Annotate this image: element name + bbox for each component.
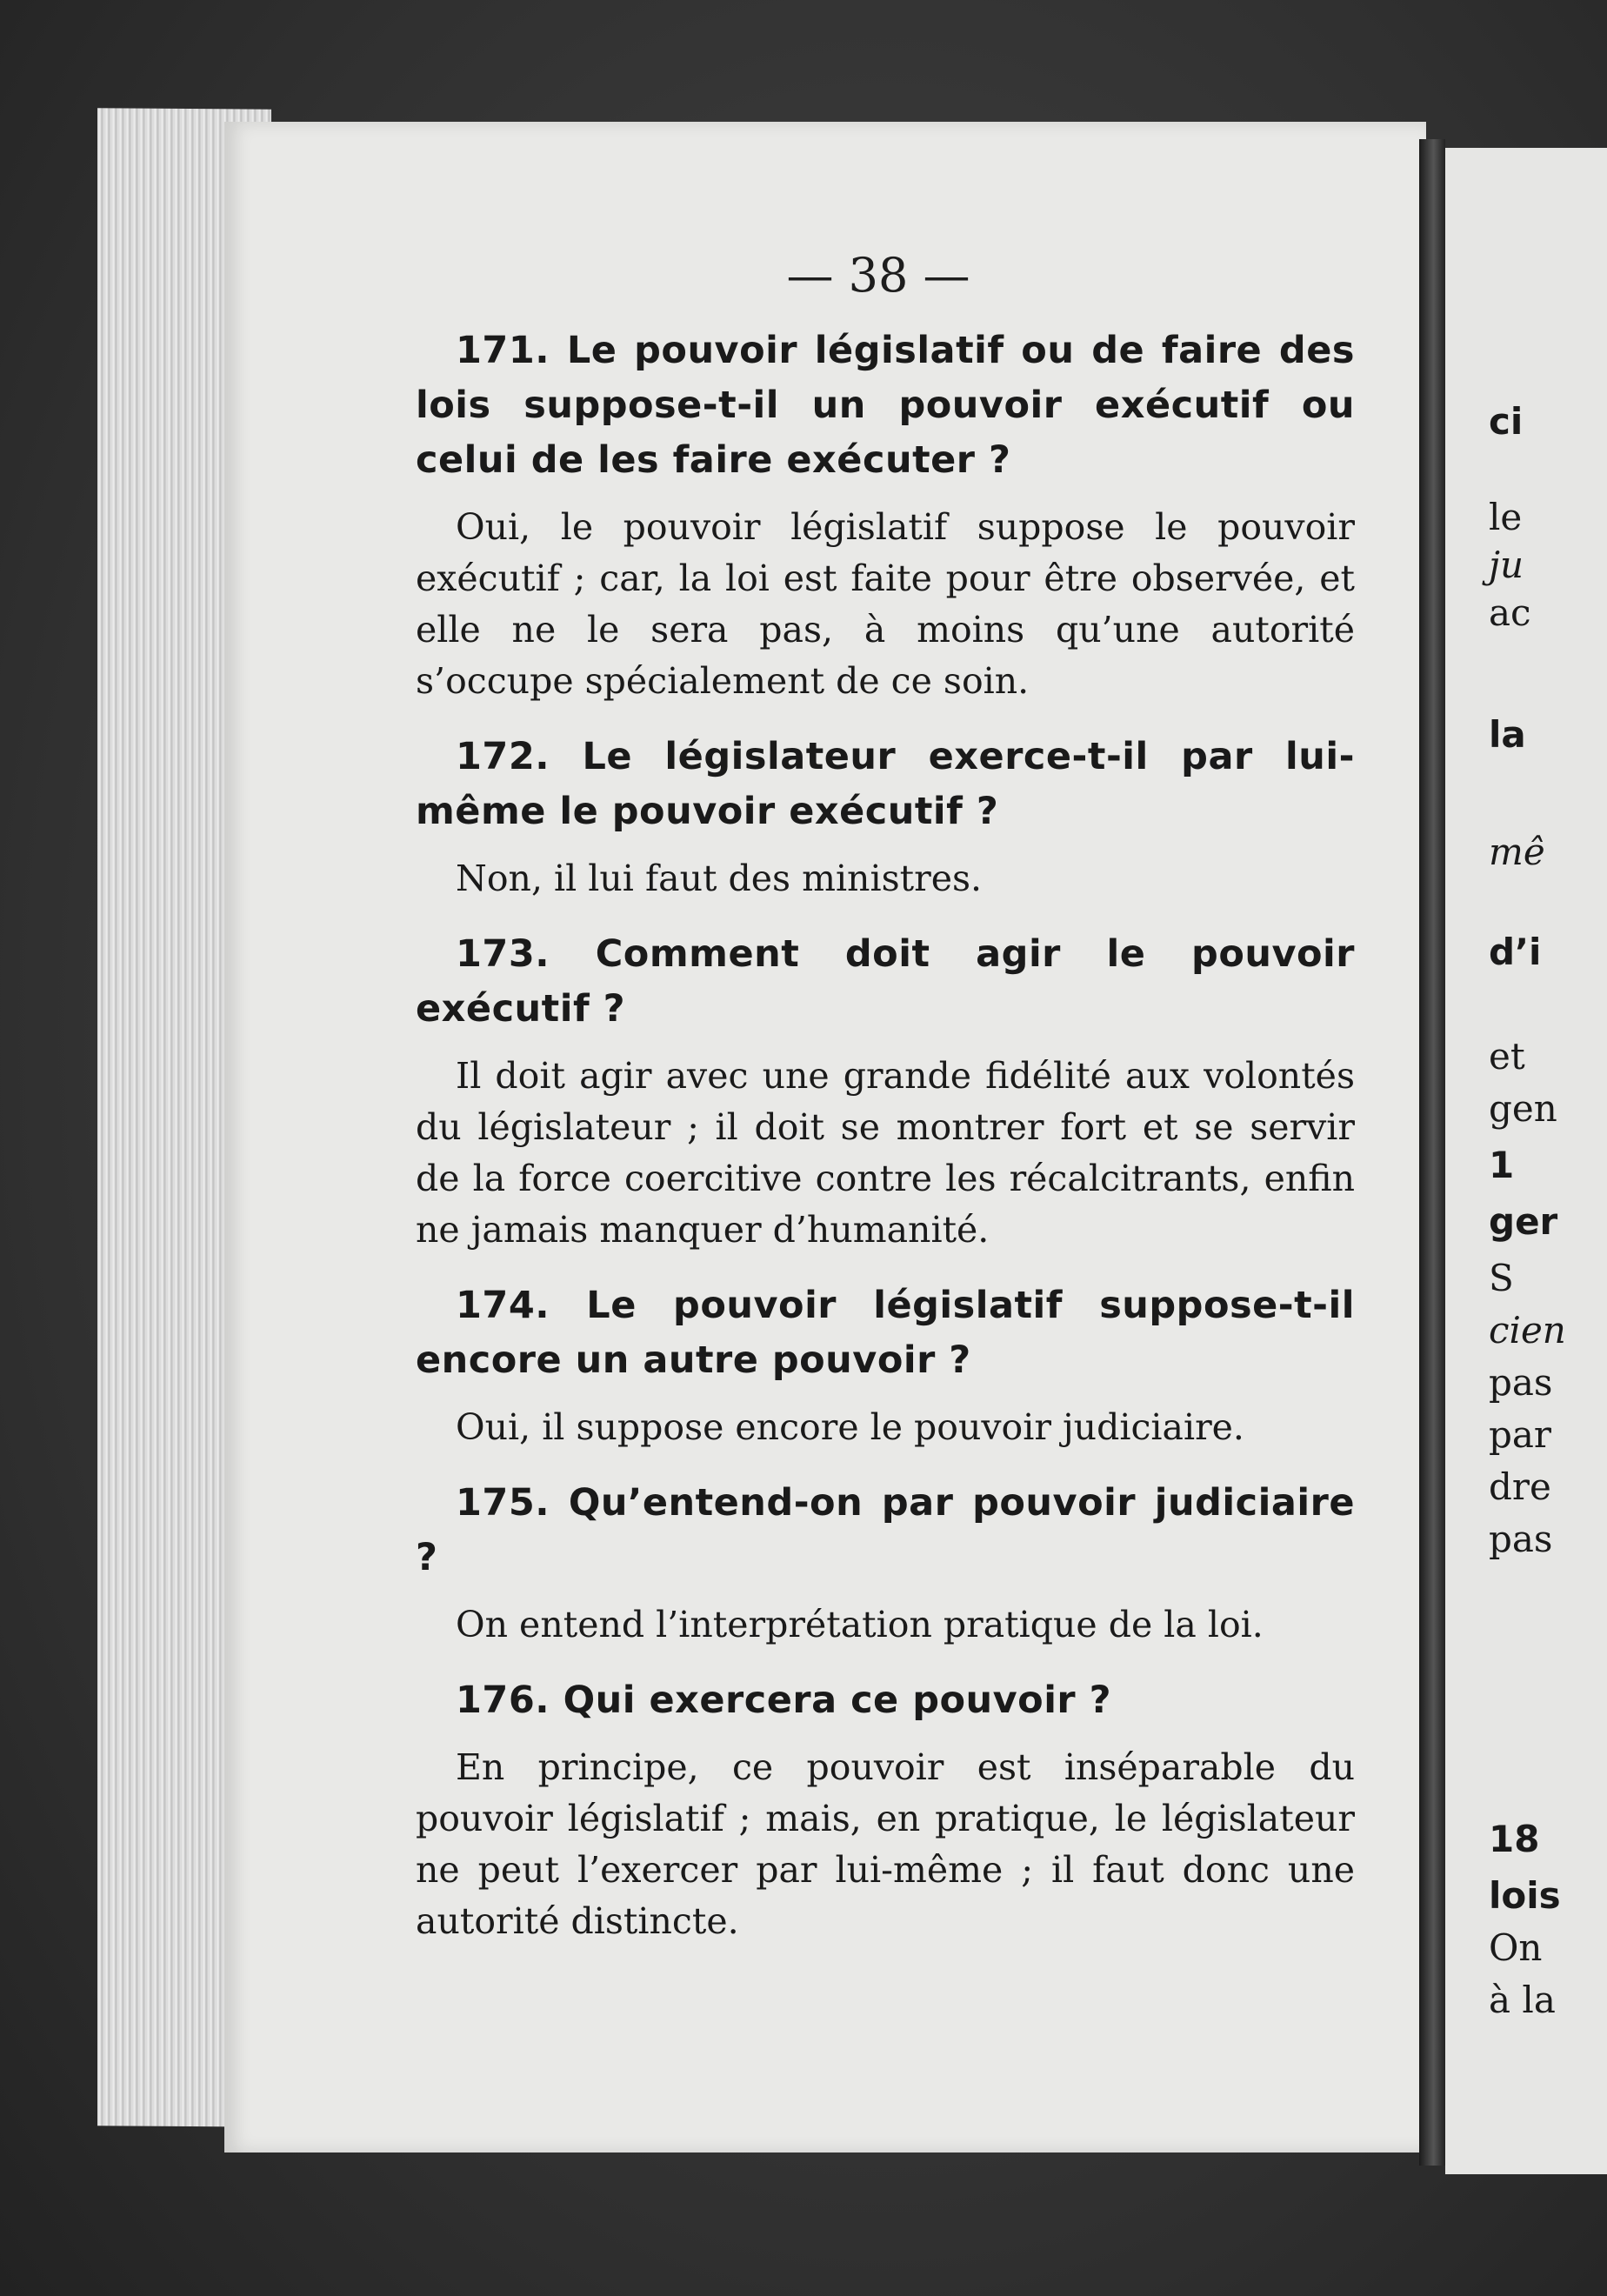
answer: Oui, le pouvoir législatif suppose le pouvoir exécutif ; car, la loi est faite pour être observée, et elle ne le sera pas, à moins qu’une autorité s’occupe spécialement de ce soin. bbox=[416, 506, 1355, 702]
right-fragment: 18 bbox=[1489, 1818, 1540, 1860]
right-fragment: le bbox=[1489, 496, 1523, 538]
right-fragment: ger bbox=[1489, 1200, 1558, 1243]
right-fragment: d’i bbox=[1489, 931, 1542, 973]
question-text: Le pouvoir législatif suppose-t-il encore un autre pouvoir ? bbox=[416, 1284, 1355, 1382]
right-fragment: gen bbox=[1489, 1087, 1557, 1130]
question bbox=[416, 1673, 1355, 1728]
question-number: 176. bbox=[456, 1679, 550, 1722]
question-number: 171. bbox=[456, 329, 550, 372]
entry-173 bbox=[416, 927, 1355, 1256]
text-column bbox=[416, 324, 1355, 1970]
right-fragment: à la bbox=[1489, 1979, 1556, 2021]
book-gutter bbox=[1419, 139, 1445, 2166]
entry-171 bbox=[416, 324, 1355, 707]
entry-172 bbox=[416, 730, 1355, 904]
right-fragment: cien bbox=[1489, 1309, 1566, 1352]
answer: Oui, il suppose encore le pouvoir judiciaire. bbox=[456, 1406, 1244, 1448]
answer: On entend l’interprétation pratique de la loi. bbox=[456, 1604, 1264, 1645]
question bbox=[416, 730, 1355, 839]
question-number: 174. bbox=[456, 1284, 550, 1327]
right-fragment: la bbox=[1489, 713, 1526, 756]
right-fragment: 1 bbox=[1489, 1144, 1515, 1186]
question-text: Comment doit agir le pouvoir exécutif ? bbox=[416, 932, 1355, 1031]
answer: Il doit agir avec une grande fidélité aux volontés du législateur ; il doit se montrer fort et se servir de la force coercitive contre les récalcitrants, enfin ne jamais manquer d’humanité. bbox=[416, 1055, 1355, 1251]
right-fragment: et bbox=[1489, 1035, 1525, 1078]
right-fragment: S bbox=[1489, 1257, 1514, 1299]
question-text: Le pouvoir législatif ou de faire des lois suppose-t-il un pouvoir exécutif ou celui de les faire exécuter ? bbox=[416, 329, 1355, 482]
question-number: 175. bbox=[456, 1481, 550, 1525]
question-text: Le législateur exerce-t-il par lui-même le pouvoir exécutif ? bbox=[416, 735, 1355, 833]
question-text: Qui exercera ce pouvoir ? bbox=[563, 1679, 1112, 1722]
entry-174 bbox=[416, 1278, 1355, 1453]
right-fragment: pas bbox=[1489, 1361, 1553, 1404]
answer: Non, il lui faut des ministres. bbox=[456, 858, 983, 899]
entry-176 bbox=[416, 1673, 1355, 1947]
answer: En principe, ce pouvoir est inséparable du pouvoir législatif ; mais, en pratique, le législateur ne peut l’exercer par lui-même ; il faut donc une autorité distincte. bbox=[416, 1746, 1355, 1942]
entry-175 bbox=[416, 1476, 1355, 1651]
question bbox=[416, 324, 1355, 488]
right-fragment: mê bbox=[1489, 831, 1545, 873]
right-fragment: ju bbox=[1489, 544, 1524, 586]
page-number: — 38 — bbox=[786, 248, 970, 303]
right-fragment: par bbox=[1489, 1413, 1552, 1456]
right-page bbox=[1445, 148, 1607, 2174]
right-fragment: pas bbox=[1489, 1518, 1553, 1560]
right-fragment: ac bbox=[1489, 591, 1531, 634]
right-fragment: On bbox=[1489, 1926, 1543, 1969]
question bbox=[416, 1476, 1355, 1585]
question-number: 173. bbox=[456, 932, 550, 976]
question-number: 172. bbox=[456, 735, 550, 778]
right-fragment: ci bbox=[1489, 400, 1524, 443]
question bbox=[416, 1278, 1355, 1388]
right-fragment: lois bbox=[1489, 1874, 1561, 1917]
question bbox=[416, 927, 1355, 1037]
question-text: Qu’entend-on par pouvoir judiciaire ? bbox=[416, 1481, 1355, 1579]
right-fragment: dre bbox=[1489, 1465, 1551, 1508]
